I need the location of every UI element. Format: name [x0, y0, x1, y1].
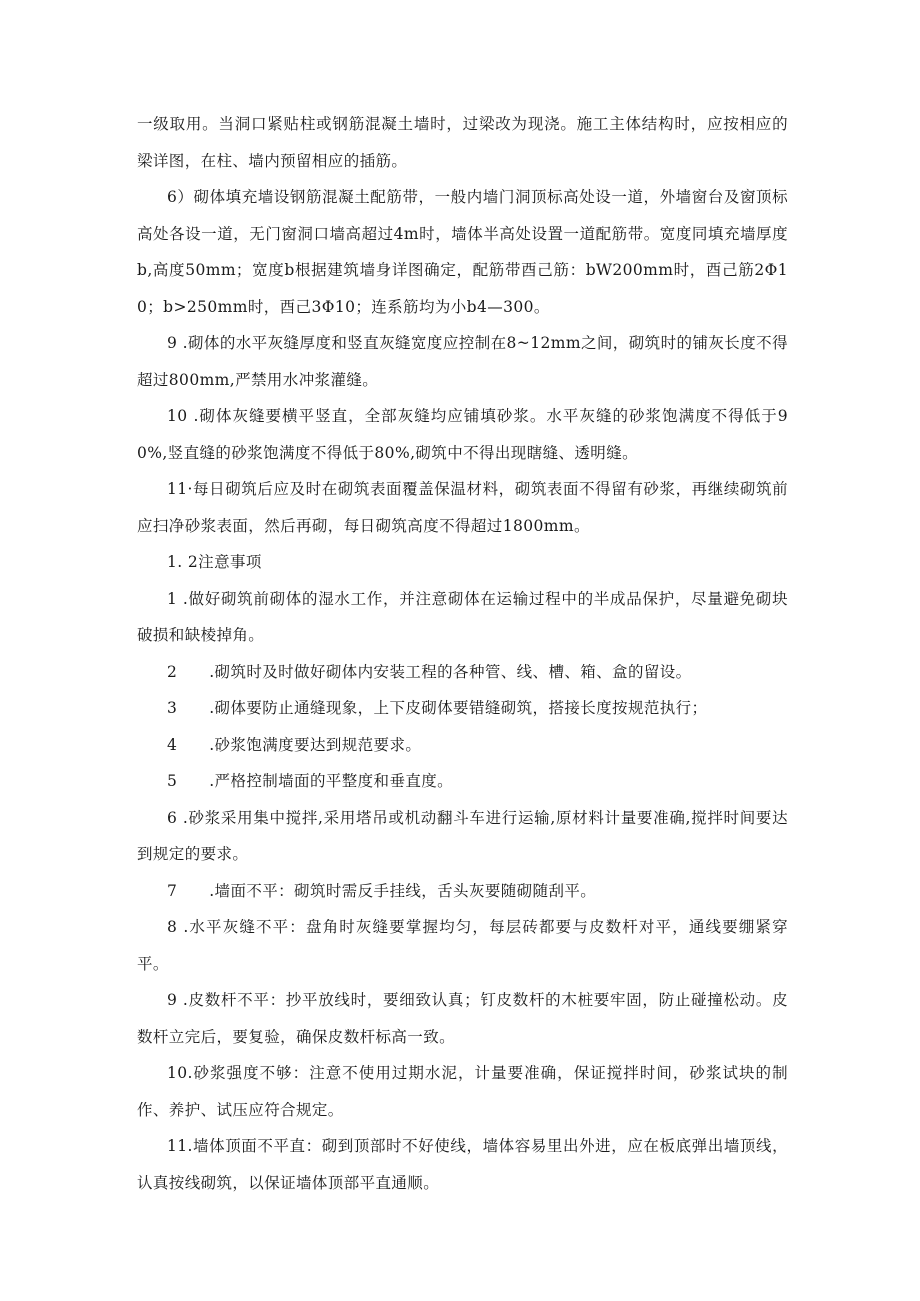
- paragraph-daily-masonry: 11·每日砌筑后应及时在砌筑表面覆盖保温材料，砌筑表面不得留有砂浆，再继续砌筑前应扫净砂浆表面，然后再砌，每日砌筑高度不得超过1800mm。: [137, 480, 788, 535]
- note-item-3: 3 .砌体要防止通缝现象，上下皮砌体要错缝砌筑，搭接长度按规范执行；: [167, 699, 708, 717]
- paragraph-continuation: 一级取用。当洞口紧贴柱或钢筋混凝土墙时，过梁改为现浇。施工主体结构时，应按相应的梁详图，在柱、墙内预留相应的插筋。: [137, 115, 788, 170]
- note-item-5: 5 .严格控制墙面的平整度和垂直度。: [167, 772, 454, 790]
- note-item-1: 1 .做好砌筑前砌体的湿水工作，并注意砌体在运输过程中的半成品保护，尽量避免砌块破损和缺棱掉角。: [137, 589, 788, 644]
- paragraph-reinforcement-band: 6）砌体填充墙设钢筋混凝土配筋带，一般内墙门洞顶标高处设一道，外墙窗台及窗顶标高处各设一道，无门窗洞口墙高超过4m时，墙体半高处设置一道配筋带。宽度同填充墙厚度b,高度50mm；宽度b根据建筑墙身详图确定，配筋带酉己筋：bW200mm时，酉己筋2Φ10；b>250mm时，酉己3Φ10；连系筋均为小b4—300。: [137, 188, 788, 316]
- section-heading-notes: 1. 2注意事项: [167, 553, 262, 571]
- paragraph-mortar-fullness: 10 .砌体灰缝要横平竖直，全部灰缝均应铺填砂浆。水平灰缝的砂浆饱满度不得低于90%,竖直缝的砂浆饱满度不得低于80%,砌筑中不得出现瞎缝、透明缝。: [137, 407, 788, 462]
- note-item-2: 2 .砌筑时及时做好砌体内安装工程的各种管、线、槽、箱、盒的留设。: [167, 662, 692, 681]
- note-item-7: 7 .墙面不平：砌筑时需反手挂线，舌头灰要随砌随刮平。: [167, 881, 597, 900]
- note-item-9: 9 .皮数杆不平：抄平放线时，要细致认真；钉皮数杆的木桩要牢固，防止碰撞松动。皮数杆立完后，要复验，确保皮数杆标高一致。: [137, 991, 788, 1046]
- note-item-10: 10.砂浆强度不够：注意不使用过期水泥，计量要准确，保证搅拌时间，砂浆试块的制作、养护、试压应符合规定。: [137, 1064, 788, 1119]
- note-item-8: 8 .水平灰缝不平：盘角时灰缝要掌握均匀，每层砖都要与皮数杆对平，通线要绷紧穿平。: [137, 918, 788, 973]
- note-item-4: 4 .砂浆饱满度要达到规范要求。: [167, 735, 422, 754]
- paragraph-mortar-joint-thickness: 9 .砌体的水平灰缝厚度和竖直灰缝宽度应控制在8~12mm之间，砌筑时的铺灰长度不得超过800mm,严禁用水冲浆灌缝。: [137, 334, 788, 389]
- note-item-11: 11.墙体顶面不平直：砌到顶部时不好使线，墙体容易里出外进，应在板底弹出墙顶线，认真按线砌筑，以保证墙体顶部平直通顺。: [137, 1137, 788, 1192]
- note-item-6: 6 .砂浆采用集中搅拌,采用塔吊或机动翻斗车进行运输,原材料计量要准确,搅拌时间要达到规定的要求。: [137, 808, 788, 863]
